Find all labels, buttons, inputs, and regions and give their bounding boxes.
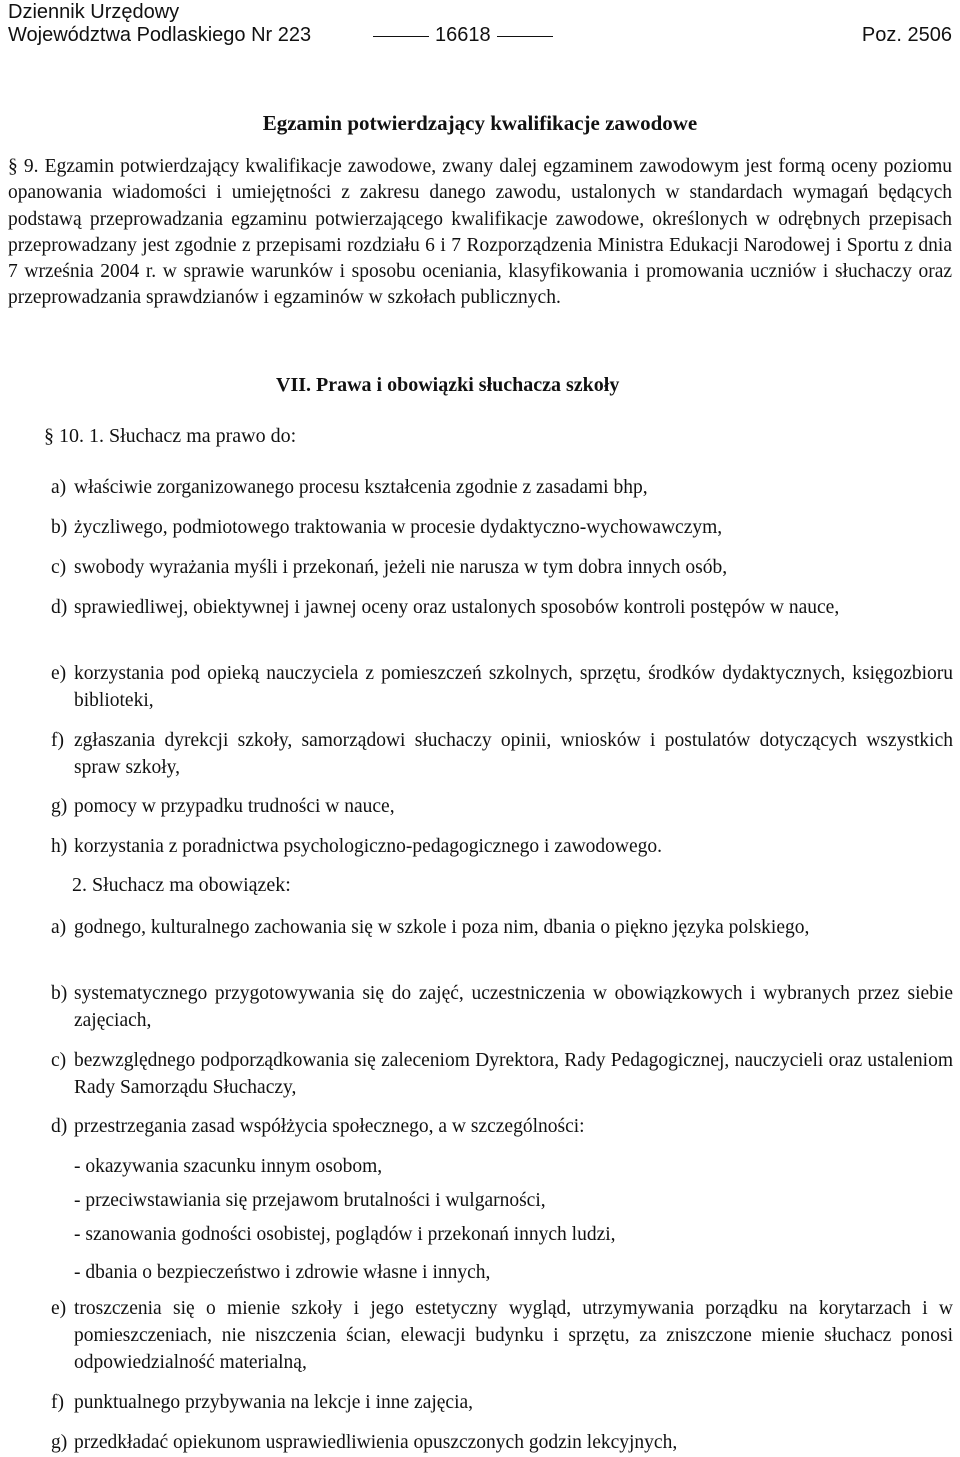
item-text: korzystania z poradnictwa psychologiczno-pedagogicznego i zawodowego.	[74, 836, 663, 857]
item-label: d)	[51, 1116, 68, 1137]
list-item	[51, 1295, 953, 1376]
list-item	[51, 914, 953, 941]
item-text: sprawiedliwej, obiektywnej i jawnej oceny oraz ustalonych sposobów kontroli postępów w nauce,	[74, 597, 840, 618]
journal-header-line	[8, 23, 952, 47]
list-item	[51, 1429, 953, 1456]
list-item	[51, 1389, 953, 1416]
item-text: życzliwego, podmiotowego traktowania w procesie dydaktyczno-wychowawczym,	[74, 517, 723, 538]
item-label: g)	[51, 1432, 68, 1453]
item-label: b)	[51, 983, 68, 1004]
item-text: godnego, kulturalnego zachowania się w szkole i poza nim, dbania o piękno języka polskiego,	[74, 917, 810, 938]
list-item	[51, 727, 953, 781]
position-number: Poz. 2506	[861, 24, 952, 46]
item-label: h)	[51, 836, 68, 857]
list-item	[51, 554, 953, 581]
item-text: bezwzględnego podporządkowania się zaleceniom Dyrektora, Rady Pedagogicznej, nauczycieli oraz ustaleniom Rady Samorządu Słuchaczy,	[74, 1050, 953, 1098]
item-label: a)	[51, 477, 67, 498]
item-label: f)	[51, 1392, 64, 1413]
item-label: c)	[51, 1050, 67, 1071]
item-label: g)	[51, 796, 68, 817]
item-label: a)	[51, 917, 67, 938]
page-number: 16618	[435, 24, 491, 46]
paragraph-10-2-intro: 2. Słuchacz ma obowiązek:	[72, 874, 291, 896]
list-item	[51, 793, 953, 820]
item-text: przedkładać opiekunom usprawiedliwienia opuszczonych godzin lekcyjnych,	[74, 1432, 678, 1453]
list-item	[51, 1113, 953, 1140]
item-text: zgłaszania dyrekcji szkoły, samorządowi słuchaczy opinii, wniosków i postulatów dotyczących wszystkich spraw szkoły,	[74, 730, 953, 778]
item-text: punktualnego przybywania na lekcje i inne zajęcia,	[74, 1392, 474, 1413]
paragraph-10-intro: § 10. 1. Słuchacz ma prawo do:	[44, 425, 297, 447]
list-item	[51, 594, 953, 621]
journal-issue: Województwa Podlaskiego Nr 223	[8, 24, 312, 46]
list-item	[51, 833, 953, 860]
item-text: troszczenia się o mienie szkoły i jego estetyczny wygląd, utrzymywania porządku na korytarzach i w pomieszczeniach, nie niszczenia ścian, elewacji budynku i sprzętu, za zniszczone mienie słuchacz ponosi odpowiedzialność materialną,	[74, 1298, 953, 1373]
item-label: d)	[51, 597, 68, 618]
list-item	[51, 474, 953, 501]
list-item	[51, 980, 953, 1034]
list-item	[51, 1047, 953, 1101]
item-text: systematycznego przygotowywania się do zajęć, uczestniczenia w obowiązkowych i wybranych przez siebie zajęciach,	[74, 983, 953, 1031]
item-text: swobody wyrażania myśli i przekonań, jeżeli nie narusza w tym dobra innych osób,	[74, 557, 728, 578]
item-text: korzystania pod opieką nauczyciela z pomieszczeń szkolnych, sprzętu, środków dydaktycznych, księgozbioru biblioteki,	[74, 663, 953, 711]
item-text: przestrzegania zasad współżycia społecznego, a w szczególności:	[74, 1116, 585, 1137]
sub-list-item: - dbania o bezpieczeństwo i zdrowie własne i innych,	[74, 1262, 491, 1283]
journal-name: Dziennik Urzędowy	[8, 1, 180, 23]
item-text: pomocy w przypadku trudności w nauce,	[74, 796, 395, 817]
chapter-title: VII. Prawa i obowiązki słuchacza szkoły	[276, 374, 620, 396]
item-label: e)	[51, 663, 67, 684]
sub-list-item: - przeciwstawiania się przejawom brutalności i wulgarności,	[74, 1190, 546, 1211]
item-label: c)	[51, 557, 67, 578]
sub-list-item: - szanowania godności osobistej, poglądów i przekonań innych ludzi,	[74, 1224, 616, 1245]
section-title-exam: Egzamin potwierdzający kwalifikacje zawodowe	[262, 111, 698, 135]
paragraph-9: § 9. Egzamin potwierdzający kwalifikacje zawodowe, zwany dalej egzaminem zawodowym jest formą oceny poziomu opanowania wiadomości i umiejętności z zakresu danego zawodu, ustalonych w standardach wymagań będących podstawą przeprowadzania egzaminu potwierzającego kwalifikacje zawodowe, określonych w odrębnych przepisach przeprowadzany jest zgodnie z przepisami rozdziału 6 i 7 Rozporządzenia Ministra Edukacji Narodowej i Sportu z dnia 7 września 2004 r. w sprawie warunków i sposobu oceniania, klasyfikowania i promowania uczniów i słuchaczy oraz przeprowadzania sprawdzianów i egzaminów w szkołach publicznych.	[8, 156, 952, 309]
list-item	[51, 660, 953, 714]
sub-list-item: - okazywania szacunku innym osobom,	[74, 1156, 383, 1177]
item-text: właściwie zorganizowanego procesu kształcenia zgodnie z zasadami bhp,	[74, 477, 648, 498]
item-label: f)	[51, 730, 64, 751]
item-label: e)	[51, 1298, 67, 1319]
item-label: b)	[51, 517, 68, 538]
list-item	[51, 514, 953, 541]
